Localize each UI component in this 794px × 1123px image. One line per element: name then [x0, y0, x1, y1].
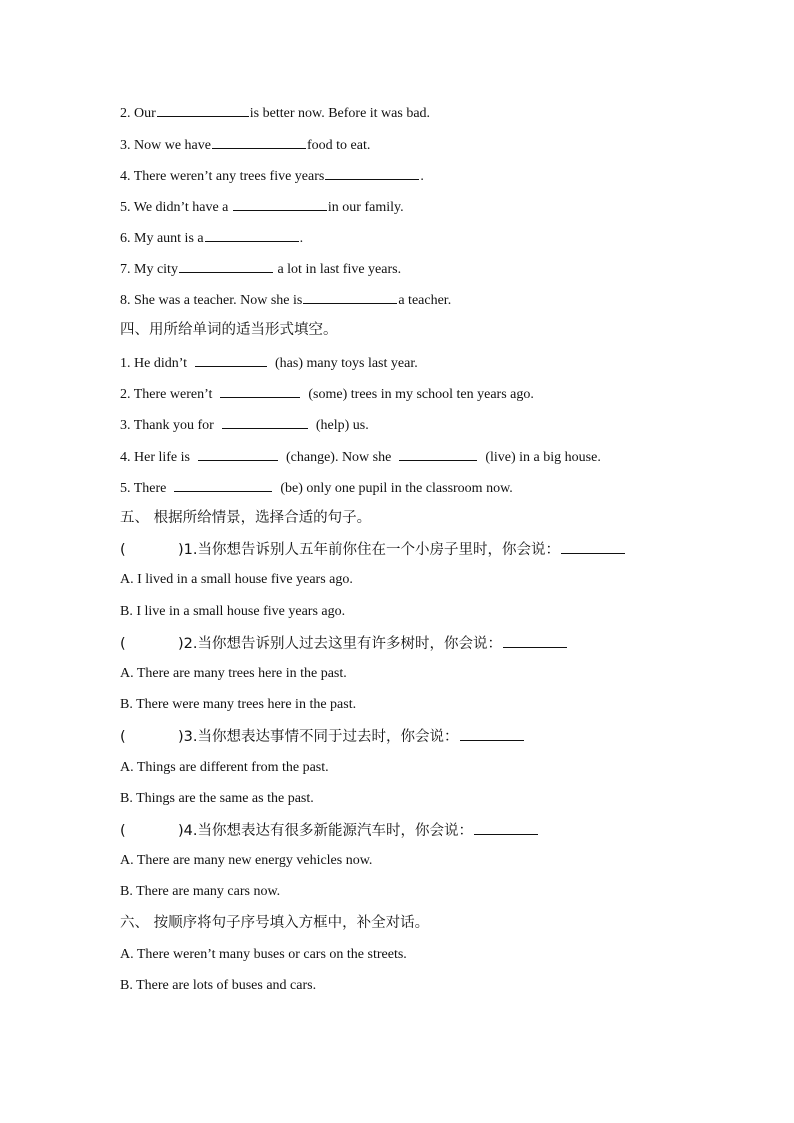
- s5-q4-blank[interactable]: [474, 820, 538, 835]
- s5-q4-option-b: B. There are many cars now.: [120, 884, 281, 899]
- s3-item-5: [120, 196, 404, 216]
- s3-item-3: [120, 134, 370, 154]
- s5-q3-option-b: B. Things are the same as the past.: [120, 791, 314, 806]
- s5-q2-option-b: B. There were many trees here in the past.: [120, 697, 357, 712]
- s3-item-5-blank[interactable]: [233, 196, 327, 211]
- s3-item-8: [120, 289, 451, 309]
- s5-q2: [120, 633, 568, 653]
- s4-item-4-rest: (live) in a big house.: [485, 450, 601, 465]
- s5-q1: [120, 539, 626, 559]
- s4-item-4: [120, 446, 601, 466]
- s4-item-5-blank[interactable]: [174, 477, 272, 492]
- s5-q1-option-b: B. I live in a small house five years ago.: [120, 604, 346, 619]
- s6-sentence-b: B. There are lots of buses and cars.: [120, 978, 317, 993]
- s3-item-6-text: 6. My aunt is a: [120, 231, 204, 246]
- s3-item-8-blank[interactable]: [303, 289, 397, 304]
- s4-item-2-text: 2. There weren’t: [120, 387, 213, 402]
- s4-item-5-rest: (be) only one pupil in the classroom now.: [280, 481, 513, 496]
- s4-item-3: [120, 414, 369, 434]
- s3-item-6: [120, 227, 303, 247]
- s4-item-3-text: 3. Thank you for: [120, 418, 214, 433]
- s4-item-1-rest: (has) many toys last year.: [275, 356, 418, 371]
- s3-item-4-blank[interactable]: [325, 165, 419, 180]
- s3-item-7-text: 7. My city: [120, 262, 178, 277]
- s4-item-5-text: 5. There: [120, 481, 167, 496]
- s3-item-3-blank[interactable]: [212, 134, 306, 149]
- s5-q3-answer-paren[interactable]: (: [120, 729, 126, 745]
- s3-item-6-rest: .: [299, 231, 304, 246]
- s3-item-8-text: 8. She was a teacher. Now she is: [120, 293, 303, 308]
- s3-item-5-text: 5. We didn’t have a: [120, 200, 229, 215]
- s4-item-4-mid: (change). Now she: [285, 450, 392, 465]
- s4-item-1: [120, 352, 418, 372]
- s3-item-8-rest: a teacher.: [398, 293, 452, 308]
- s5-q3-blank[interactable]: [460, 726, 524, 741]
- s4-item-3-rest: (help) us.: [315, 418, 369, 433]
- s4-item-5: [120, 477, 513, 497]
- s4-item-3-blank[interactable]: [222, 414, 308, 429]
- s6-sentence-a: A. There weren’t many buses or cars on the streets.: [120, 947, 407, 962]
- s5-q3-label: )3.当你想表达事情不同于过去时，你会说：: [178, 729, 459, 745]
- s5-q4: [120, 820, 539, 840]
- s5-q2-option-a: A. There are many trees here in the past.: [120, 666, 347, 681]
- s3-item-7-rest: a lot in last five years.: [277, 262, 402, 277]
- s5-q4-answer-paren[interactable]: (: [120, 823, 126, 839]
- s5-q2-label: )2.当你想告诉别人过去这里有许多树时，你会说：: [178, 636, 502, 652]
- s4-item-2: [120, 383, 534, 403]
- s3-item-7: [120, 258, 401, 278]
- s3-item-3-text: 3. Now we have: [120, 138, 211, 153]
- section4-heading: 四、用所给单词的适当形式填空。: [120, 322, 338, 338]
- s4-item-4-text: 4. Her life is: [120, 450, 190, 465]
- section6-heading: 六、 按顺序将句子序号填入方框中，补全对话。: [120, 915, 430, 931]
- s3-item-2: [120, 102, 430, 122]
- s4-item-4-blank-2[interactable]: [399, 446, 477, 461]
- s5-q2-blank[interactable]: [503, 633, 567, 648]
- s3-item-4: [120, 165, 424, 185]
- s3-item-2-text: 2. Our: [120, 106, 156, 121]
- section5-heading: 五、 根据所给情景，选择合适的句子。: [120, 510, 372, 526]
- s4-item-2-blank[interactable]: [220, 383, 300, 398]
- s5-q1-answer-paren[interactable]: (: [120, 542, 126, 558]
- s4-item-2-rest: (some) trees in my school ten years ago.: [308, 387, 534, 402]
- s5-q4-label: )4.当你想表达有很多新能源汽车时，你会说：: [178, 823, 473, 839]
- s3-item-5-rest: in our family.: [327, 200, 404, 215]
- s4-item-4-blank-1[interactable]: [198, 446, 278, 461]
- s5-q1-option-a: A. I lived in a small house five years ago.: [120, 572, 353, 587]
- s5-q4-option-a: A. There are many new energy vehicles now.: [120, 853, 373, 868]
- s5-q3: [120, 726, 525, 746]
- s4-item-1-text: 1. He didn’t: [120, 356, 188, 371]
- s3-item-2-blank[interactable]: [157, 102, 249, 117]
- s5-q3-option-a: A. Things are different from the past.: [120, 760, 329, 775]
- s3-item-4-text: 4. There weren’t any trees five years: [120, 169, 325, 184]
- s3-item-6-blank[interactable]: [205, 227, 299, 242]
- s5-q1-blank[interactable]: [561, 539, 625, 554]
- s5-q2-answer-paren[interactable]: (: [120, 636, 126, 652]
- s3-item-7-blank[interactable]: [179, 258, 273, 273]
- s4-item-1-blank[interactable]: [195, 352, 267, 367]
- s5-q1-label: )1.当你想告诉别人五年前你住在一个小房子里时，你会说：: [178, 542, 560, 558]
- s3-item-2-rest: is better now. Before it was bad.: [249, 106, 431, 121]
- s3-item-4-rest: .: [420, 169, 424, 184]
- s3-item-3-rest: food to eat.: [306, 138, 371, 153]
